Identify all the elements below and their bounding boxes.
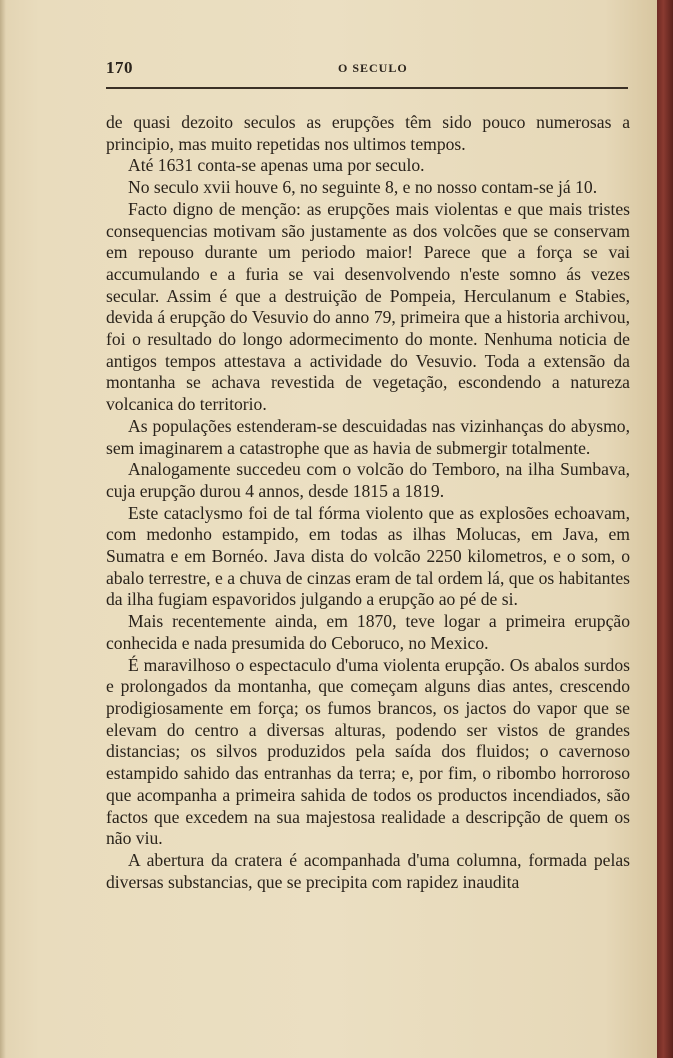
page-number: 170	[106, 58, 133, 77]
page-left-edge	[0, 0, 6, 1058]
header-rule	[106, 87, 628, 89]
paragraph: de quasi dezoito seculos as erupções têm sido pouco numerosas a principio, mas muito repetidas nos ultimos tempos.	[106, 112, 630, 154]
paragraph: Este cataclysmo foi de tal fórma violento que as explosões echoavam, com medonho estampido, em todas as ilhas Molucas, em Java, em Sumatra e em Bornéo. Java dista do volcão 2250 kilometros, e o som, o abalo terrestre, e a chuva de cinzas eram de tal ordem lá, que os habitantes da ilha fugiam espavoridos julgando a erupção ao pé de si.	[106, 502, 630, 610]
page-header	[106, 58, 628, 84]
running-head: O SECULO	[338, 61, 408, 75]
paragraph: Até 1631 conta-se apenas uma por seculo.	[128, 155, 425, 176]
paragraph: A abertura da cratera é acompanhada d'uma columna, formada pelas diversas substancias, que se precipita com rapidez inaudita	[106, 849, 630, 892]
paragraph: As populações estenderam-se descuidadas nas vizinhanças do abysmo, sem imaginarem a catastrophe que as havia de submergir totalmente.	[106, 415, 630, 458]
body-text	[106, 112, 630, 893]
book-spine-edge	[657, 0, 673, 1058]
paragraph: É maravilhoso o espectaculo d'uma violenta erupção. Os abalos surdos e prolongados da montanha, que começam alguns dias antes, crescendo prodigiosamente em força; os fumos brancos, os jactos do vapor que se elevam do centro a diversas alturas, podendo ser vistos de grandes distancias; os silvos produzidos pela saída dos fluidos; o cavernoso estampido sahido das entranhas da terra; e, por fim, o ribombo horroroso que acompanha a primeira sahida de todos os productos incendiados, são factos que excedem na sua majestosa realidade a descripção de quem os não viu.	[106, 654, 630, 849]
paragraph: Mais recentemente ainda, em 1870, teve logar a primeira erupção conhecida e nada presumida do Ceboruco, no Mexico.	[106, 611, 630, 653]
paragraph: Facto digno de menção: as erupções mais violentas e que mais tristes consequencias motivam são justamente as dos volcões que se conservam em repouso durante um periodo maior! Parece que a força se vai accumulando e a furia se vai desenvolvendo n'este somno ás vezes secular. Assim é que a destruição de Pompeia, Herculanum e Stabies, devida á erupção do Vesuvio do anno 79, primeira que a historia archivou, foi o resultado do longo adormecimento do monte. Nenhuma noticia de antigos tempos attestava a actividade do Vesuvio. Toda a extensão da montanha se achava revestida de vegetação, escondendo a natureza volcanica do territorio.	[106, 198, 630, 415]
paragraph: Analogamente succedeu com o volcão do Temboro, na ilha Sumbava, cuja erupção durou 4 annos, desde 1815 a 1819.	[106, 459, 630, 501]
paragraph: No seculo xvii houve 6, no seguinte 8, e no nosso contam-se já 10.	[128, 177, 598, 198]
